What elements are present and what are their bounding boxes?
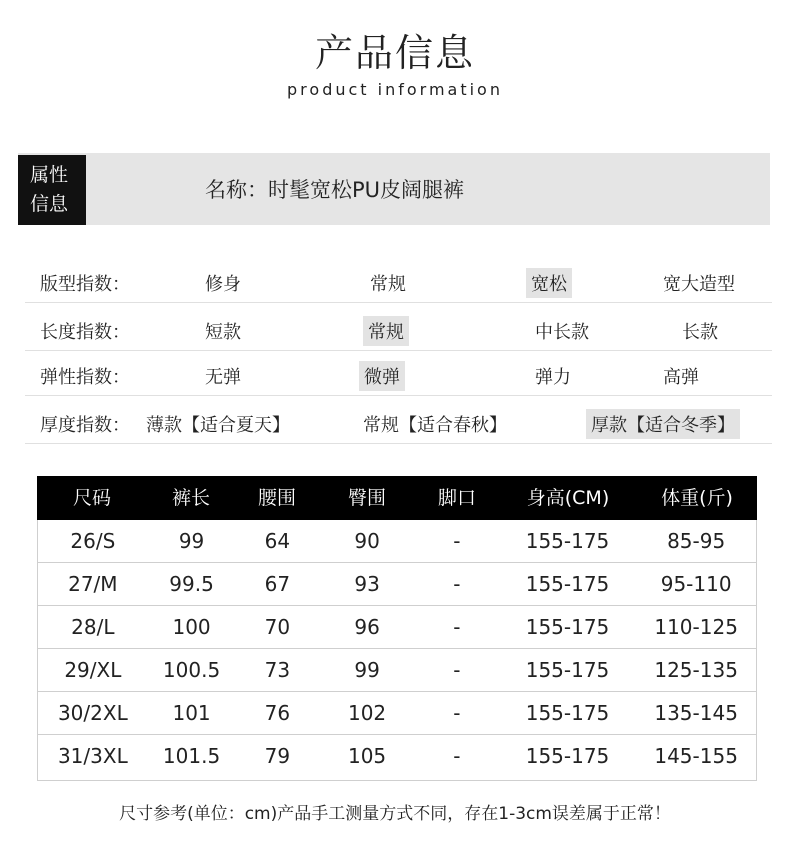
- cell-waist: 73: [264, 658, 291, 682]
- page-title: 产品信息: [314, 31, 475, 75]
- cell-size: 28/L: [71, 615, 115, 639]
- cell-hip: 96: [354, 615, 380, 639]
- index-option-selected: 宽松: [526, 268, 572, 298]
- index-option: 修身: [205, 274, 241, 295]
- header-length: 裤长: [171, 487, 210, 509]
- cell-height: 155-175: [525, 744, 610, 768]
- index-option-selected: 厚款【适合冬季】: [586, 409, 740, 439]
- table-row: [37, 649, 757, 692]
- index-option-selected: 常规: [363, 316, 409, 346]
- cell-hip: 90: [354, 529, 380, 553]
- cell-weight: 135-145: [654, 701, 738, 725]
- cell-hem: -: [453, 658, 461, 682]
- index-row-thickness: [25, 399, 772, 444]
- cell-hip: 99: [354, 658, 380, 682]
- cell-height: 155-175: [525, 529, 610, 553]
- header-hip: 臀围: [347, 487, 386, 509]
- header-height: 身高(CM): [526, 487, 610, 509]
- index-option: 常规【适合春秋】: [363, 415, 507, 436]
- index-label: 弹性指数：: [40, 367, 130, 388]
- cell-waist: 79: [264, 744, 291, 768]
- index-label: 版型指数：: [40, 274, 130, 295]
- attribute-badge-line1: 属性: [30, 164, 69, 186]
- cell-hem: -: [453, 615, 461, 639]
- attribute-badge: [18, 155, 86, 225]
- size-table-header: [37, 476, 757, 520]
- table-row: [37, 563, 757, 606]
- cell-length: 99: [178, 529, 205, 553]
- cell-size: 29/XL: [64, 658, 122, 682]
- table-row: [37, 520, 757, 563]
- size-table: [37, 476, 757, 781]
- table-row: [37, 692, 757, 735]
- header-size: 尺码: [72, 487, 111, 509]
- cell-height: 155-175: [525, 615, 610, 639]
- cell-size: 26/S: [70, 529, 116, 553]
- index-option: 高弹: [663, 367, 699, 388]
- cell-hip: 105: [347, 744, 387, 768]
- cell-waist: 76: [264, 701, 291, 725]
- index-option: 常规: [370, 274, 406, 295]
- cell-size: 27/M: [68, 572, 118, 596]
- index-label: 厚度指数：: [40, 415, 130, 436]
- header-waist: 腰围: [257, 487, 296, 509]
- cell-weight: 125-135: [654, 658, 738, 682]
- index-option: 短款: [205, 322, 241, 343]
- cell-length: 99.5: [169, 572, 214, 596]
- index-option: 长款: [682, 322, 718, 343]
- index-option: 弹力: [535, 367, 571, 388]
- cell-size: 31/3XL: [57, 744, 128, 768]
- cell-waist: 64: [264, 529, 291, 553]
- index-option: 宽大造型: [663, 274, 735, 295]
- cell-hem: -: [453, 744, 461, 768]
- cell-hem: -: [453, 572, 461, 596]
- header-hem: 脚口: [437, 487, 476, 509]
- product-name: 名称：时髦宽松PU皮阔腿裤: [205, 178, 465, 202]
- header-weight: 体重(斤): [661, 487, 733, 509]
- cell-length: 100.5: [162, 658, 221, 682]
- cell-hem: -: [453, 701, 461, 725]
- index-row-elasticity: [25, 351, 772, 396]
- cell-hem: -: [453, 529, 461, 553]
- footnote: 尺寸参考(单位：cm)产品手工测量方式不同，存在1-3cm误差属于正常！: [119, 804, 671, 824]
- table-row: [37, 735, 757, 781]
- cell-height: 155-175: [525, 701, 610, 725]
- cell-hip: 93: [354, 572, 380, 596]
- cell-hip: 102: [347, 701, 387, 725]
- cell-waist: 70: [264, 615, 291, 639]
- cell-length: 101: [172, 701, 211, 725]
- index-option: 无弹: [205, 367, 241, 388]
- index-option: 薄款【适合夏天】: [146, 415, 290, 436]
- index-option-selected: 微弹: [359, 361, 405, 391]
- index-label: 长度指数：: [40, 322, 130, 343]
- cell-length: 101.5: [162, 744, 221, 768]
- cell-weight: 110-125: [654, 615, 738, 639]
- page-subtitle: product information: [287, 80, 503, 99]
- cell-size: 30/2XL: [57, 701, 128, 725]
- cell-waist: 67: [264, 572, 291, 596]
- table-row: [37, 606, 757, 649]
- attribute-badge-line2: 信息: [30, 193, 69, 215]
- cell-length: 100: [172, 615, 211, 639]
- index-option: 中长款: [535, 322, 589, 343]
- cell-weight: 95-110: [660, 572, 732, 596]
- cell-height: 155-175: [525, 572, 610, 596]
- cell-weight: 145-155: [654, 744, 738, 768]
- cell-height: 155-175: [525, 658, 610, 682]
- index-row-length: [25, 306, 772, 351]
- index-row-fit: [25, 258, 772, 303]
- cell-weight: 85-95: [667, 529, 726, 553]
